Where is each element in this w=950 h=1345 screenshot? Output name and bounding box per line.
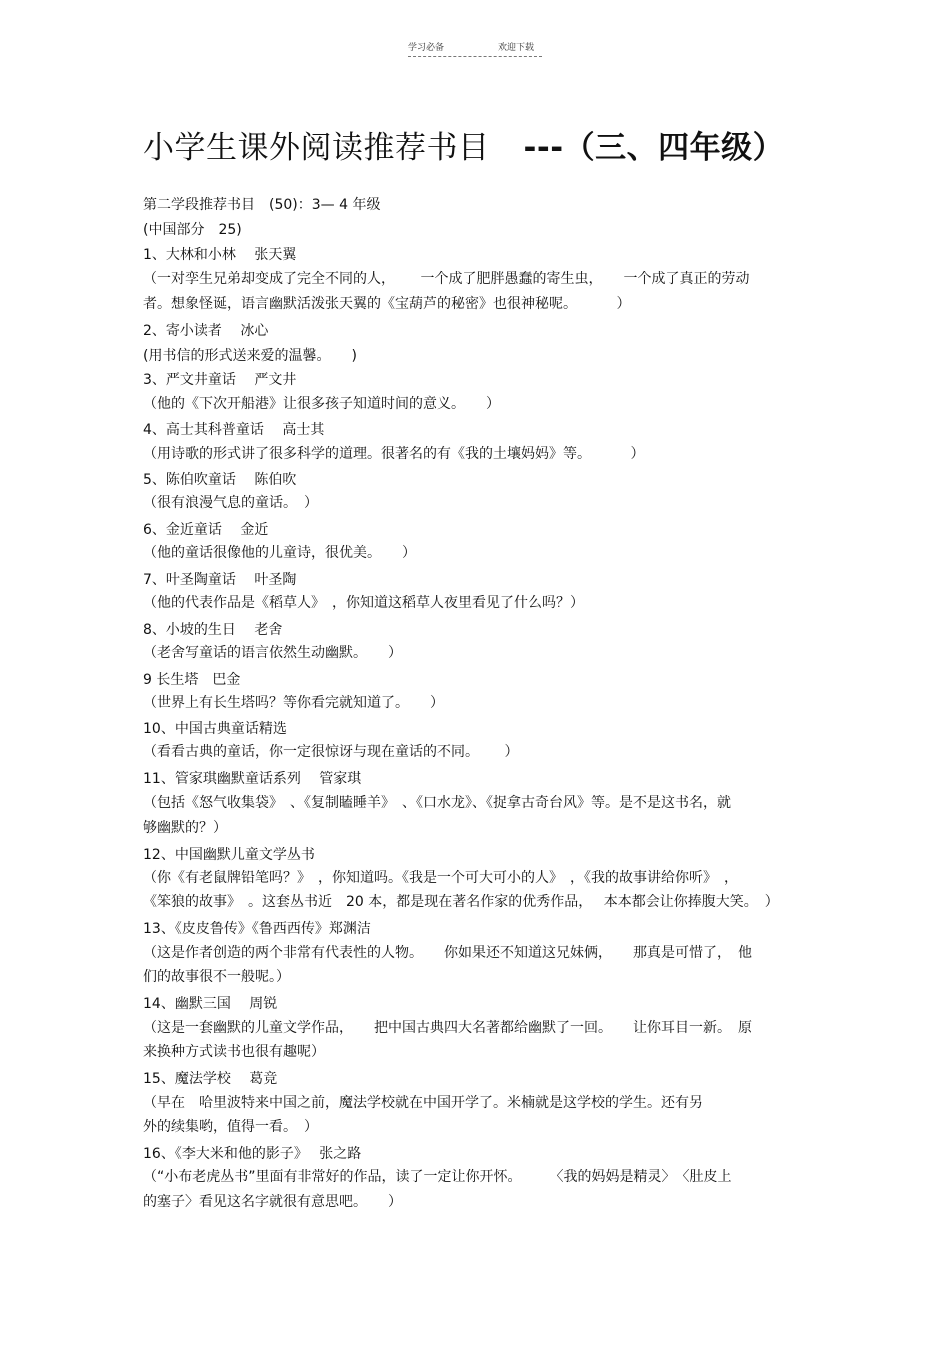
book-entry-title: 9 长生塔 巴金 xyxy=(143,672,241,688)
book-entry-description: （包括《怒气收集袋》 、《复制瞌睡羊》 、《口水龙》、《捉拿古奇台风》等。是不是这书名，就 xyxy=(143,795,731,811)
book-entry-description: （用诗歌的形式讲了很多科学的道理。很著名的有《我的土壤妈妈》等。 ） xyxy=(143,446,645,462)
book-entry-description: （“小布老虎丛书”里面有非常好的作品，读了一定让你开怀。 〈我的妈妈是精灵〉 〈肚皮上 xyxy=(143,1169,732,1185)
book-entry-title: 1、大林和小林 张天翼 xyxy=(143,247,297,263)
book-entry-description: （这是一套幽默的儿童文学作品， 把中国古典四大名著都给幽默了一回。 让你耳目一新。 原 xyxy=(143,1020,752,1036)
book-entry-title: 16、《李大米和他的影子》 张之路 xyxy=(143,1146,362,1162)
book-entry-title: 10、中国古典童话精选 xyxy=(143,721,287,737)
book-entry-description: （这是作者创造的两个非常有代表性的人物。 你如果还不知道这兄妹俩， 那真是可惜了， 他 xyxy=(143,945,752,961)
book-entry-description: （他的童话很像他的儿童诗，很优美。 ） xyxy=(143,545,416,561)
book-entry-description: 的塞子〉看见这名字就很有意思吧。 ） xyxy=(143,1194,402,1210)
header-left-text: 学习必备 xyxy=(408,43,445,53)
book-entry-description: 来换种方式读书也很有趣呢） xyxy=(143,1044,325,1060)
book-entry-description: 《笨狼的故事》 。这套丛书近 20 本，都是现在著名作家的优秀作品， 本本都会让你捧腹大笑。 ） xyxy=(143,894,779,910)
book-entry-description: （世界上有长生塔吗？等你看完就知道了。 ） xyxy=(143,695,444,711)
book-entry-description: （他的代表作品是《稻草人》 ，你知道这稻草人夜里看见了什么吗？） xyxy=(143,595,584,611)
page-title xyxy=(143,122,784,167)
book-entry-title: 14、幽默三国 周锐 xyxy=(143,996,278,1012)
book-entry-description: （早在 哈里波特来中国之前，魔法学校就在中国开学了。米楠就是这学校的学生。还有另 xyxy=(143,1095,703,1111)
book-entry-description: （看看古典的童话，你一定很惊讶与现在童话的不同。 ） xyxy=(143,744,519,760)
title-main: 小学生课外阅读推荐书目 xyxy=(143,130,490,166)
header-right-text: 欢迎下载 xyxy=(498,43,535,53)
book-entry-title: 15、魔法学校 葛竞 xyxy=(143,1071,278,1087)
subsection-heading: (中国部分 25) xyxy=(143,222,242,238)
book-entry-title: 6、金近童话 金近 xyxy=(143,522,269,538)
book-entry-description: （一对孪生兄弟却变成了完全不同的人， 一个成了肥胖愚蠢的寄生虫， 一个成了真正的劳动 xyxy=(143,271,750,287)
book-entry-description: (用书信的形式送来爱的温馨。 ) xyxy=(143,348,357,364)
section-heading: 第二学段推荐书目 (50)：3— 4 年级 xyxy=(143,197,381,213)
book-entry-description: 们的故事很不一般呢。） xyxy=(143,969,290,985)
book-entry-title: 4、高士其科普童话 高士其 xyxy=(143,422,325,438)
book-entry-title: 12、中国幽默儿童文学丛书 xyxy=(143,847,315,863)
page-header xyxy=(408,38,542,57)
book-entry-description: （你《有老鼠牌铅笔吗？》 ，你知道吗。《我是一个可大可小的人》 ，《我的故事讲给你听》 ， xyxy=(143,870,738,886)
book-entry-description: （他的《下次开船港》让很多孩子知道时间的意义。 ） xyxy=(143,396,500,412)
book-entry-title: 5、陈伯吹童话 陈伯吹 xyxy=(143,472,297,488)
book-entry-title: 2、寄小读者 冰心 xyxy=(143,323,269,339)
book-entry-title: 8、小坡的生日 老舍 xyxy=(143,622,283,638)
book-entry-title: 3、严文井童话 严文井 xyxy=(143,372,297,388)
book-entry-title: 13、《皮皮鲁传》《鲁西西传》郑渊洁 xyxy=(143,921,371,937)
book-entry-title: 11、管家琪幽默童话系列 管家琪 xyxy=(143,771,362,787)
book-entry-description: 够幽默的？） xyxy=(143,820,227,836)
book-entry-description: （很有浪漫气息的童话。 ） xyxy=(143,495,318,511)
book-entry-description: 外的续集哟，值得一看。 ） xyxy=(143,1119,318,1135)
title-suffix: ---（三、四年级） xyxy=(523,130,785,166)
book-entry-description: （老舍写童话的语言依然生动幽默。 ） xyxy=(143,645,402,661)
book-entry-description: 者。想象怪诞，语言幽默活泼张天翼的《宝葫芦的秘密》也很神秘呢。 ） xyxy=(143,296,631,312)
book-entry-title: 7、叶圣陶童话 叶圣陶 xyxy=(143,572,297,588)
